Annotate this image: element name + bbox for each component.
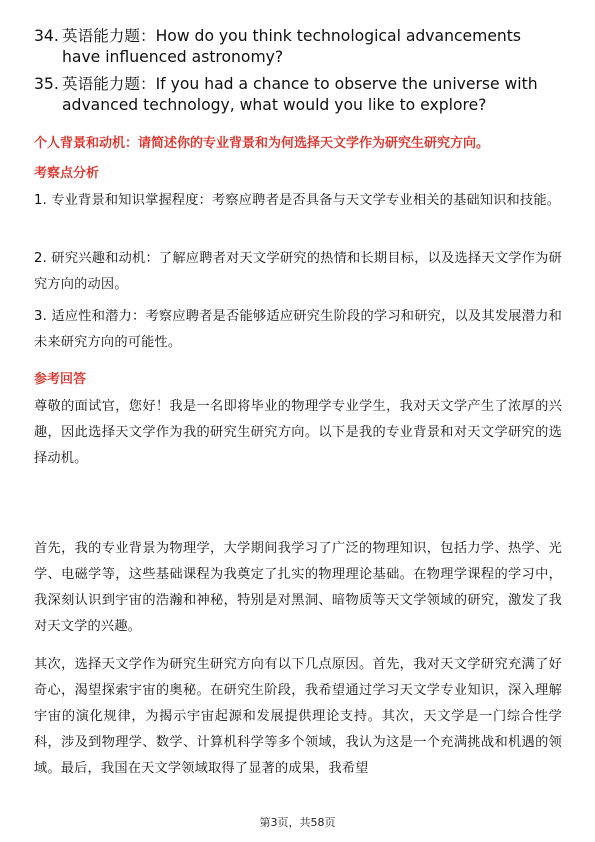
question-item — [34, 26, 564, 68]
answer-paragraph: 首先，我的专业背景为物理学，大学期间我学习了广泛的物理知识，包括力学、热学、光学、电磁学等，这些基础课程为我奠定了扎实的物理理论基础。在物理学课程的学习中，我深刻认识到宇宙的浩瀚和神秘，特别是对黑洞、暗物质等天文学领域的研究，激发了我对天文学的兴趣。 — [34, 541, 562, 634]
section-title: 个人背景和动机：请简述你的专业背景和为何选择天文学作为研究生研究方向。 — [34, 136, 490, 151]
analysis-point: 2. 研究兴趣和动机：了解应聘者对天文学研究的热情和长期目标，以及选择天文学作为研究方向的动因。 — [34, 251, 562, 292]
answer-paragraph: 其次，选择天文学作为研究生研究方向有以下几点原因。首先，我对天文学研究充满了好奇心，渴望探索宇宙的奥秘。在研究生阶段，我希望通过学习天文学专业知识，深入理解宇宙的演化规律，为揭示宇宙起源和发展提供理论支持。其次，天文学是一门综合性学科，涉及到物理学、数学、计算机科学等多个领域，我认为这是一个充满挑战和机遇的领域。最后，我国在天文学领域取得了显著的成果，我希望 — [34, 657, 562, 776]
question-number: 35. — [34, 75, 59, 93]
question-number: 34. — [34, 27, 59, 45]
question-item — [34, 74, 564, 116]
answer-paragraph: 尊敬的面试官，您好！我是一名即将毕业的物理学专业学生，我对天文学产生了浓厚的兴趣，因此选择天文学作为我的研究生研究方向。以下是我的专业背景和对天文学研究的选择动机。 — [34, 399, 562, 466]
page-footer: 第3页，共58页 — [259, 816, 336, 829]
question-text: 英语能力题：How do you think technological advancements have influenced astronomy? — [62, 27, 522, 66]
analysis-point: 1. 专业背景和知识掌握程度：考察应聘者是否具备与天文学专业相关的基础知识和技能。 — [34, 193, 561, 208]
question-text: 英语能力题：If you had a chance to observe the universe with advanced technology, what would you like to explore? — [62, 75, 538, 114]
answer-heading: 参考回答 — [34, 372, 87, 387]
question-list — [34, 26, 564, 122]
analysis-heading: 考察点分析 — [34, 166, 100, 181]
analysis-point: 3. 适应性和潜力：考察应聘者是否能够适应研究生阶段的学习和研究，以及其发展潜力和未来研究方向的可能性。 — [34, 309, 562, 350]
